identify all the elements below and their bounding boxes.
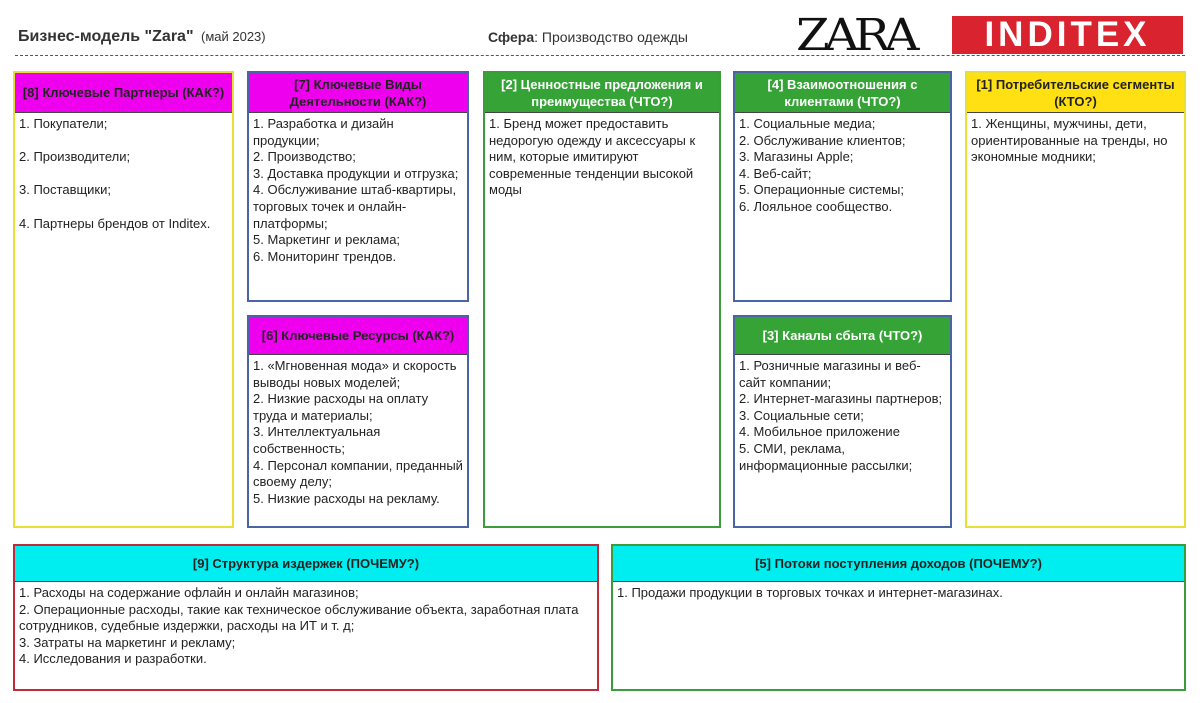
- key-activities-header: [7] Ключевые Виды Деятельности (КАК?): [249, 73, 467, 113]
- list-item: 4. Партнеры брендов от Inditex.: [19, 215, 211, 231]
- key-activities-list: [249, 113, 467, 268]
- list-item: 1. Бренд может предоставить недорогую одежду и аксессуары к ним, которые имитируют современные тенденции высокой моды: [489, 116, 696, 198]
- channels-list: [735, 355, 950, 477]
- list-item: 2. Интернет-магазины партнеров;: [739, 391, 943, 407]
- list-item: 3. Поставщики;: [19, 182, 111, 198]
- list-item: 4. Веб-сайт;: [739, 165, 812, 181]
- list-item: 4. Персонал компании, преданный своему делу;: [253, 457, 463, 490]
- list-item: 6. Мониторинг трендов.: [253, 248, 397, 264]
- list-item: 2. Производители;: [19, 149, 131, 165]
- list-item: 4. Исследования и разработки.: [19, 651, 207, 667]
- list-item: 3. Магазины Apple;: [739, 149, 854, 165]
- list-item: 4. Мобильное приложение: [739, 424, 900, 440]
- revenue-streams-header: [5] Потоки поступления доходов (ПОЧЕМУ?): [613, 546, 1184, 582]
- list-item: 1. Продажи продукции в торговых точках и интернет-магазинах.: [617, 585, 1003, 600]
- value-propositions-list: [485, 113, 719, 202]
- inditex-logo: INDITEX: [952, 16, 1183, 54]
- list-item: 1. Разработка и дизайн продукции;: [253, 116, 394, 148]
- zara-logo: ZARA: [796, 10, 914, 61]
- revenue-streams-list: [613, 582, 1184, 605]
- page-title: [18, 28, 266, 46]
- header-divider: [15, 55, 1185, 56]
- list-item: 3. Интеллектуальная собственность;: [253, 424, 381, 456]
- key-resources-header: [6] Ключевые Ресурсы (КАК?): [249, 317, 467, 355]
- revenue-streams-block: [611, 544, 1186, 691]
- list-item: 5. СМИ, реклама, информационные рассылки;: [739, 440, 913, 473]
- list-item: 1. Женщины, мужчины, дети, ориентированные на тренды, но экономные модники;: [971, 116, 1168, 165]
- title-text: Бизнес-модель "Zara": [18, 28, 194, 45]
- customer-relationships-block: [733, 71, 952, 302]
- value-propositions-header: [2] Ценностные предложения и преимущества (ЧТО?): [485, 73, 719, 113]
- sphere-value: : Производство одежды: [534, 29, 688, 45]
- value-propositions-block: [483, 71, 721, 528]
- cost-structure-list: [15, 582, 597, 671]
- list-item: 5. Маркетинг и реклама;: [253, 232, 401, 248]
- list-item: 1. Розничные магазины и веб-сайт компании;: [739, 358, 921, 390]
- list-item: 2. Обслуживание клиентов;: [739, 132, 906, 148]
- list-item: 3. Доставка продукции и отгрузка;: [253, 165, 459, 181]
- customer-segments-list: [967, 113, 1184, 169]
- list-item: 3. Затраты на маркетинг и рекламу;: [19, 634, 236, 650]
- list-item: 5. Низкие расходы на рекламу.: [253, 490, 440, 506]
- key-partners-block: [13, 71, 234, 528]
- list-item: 1. «Мгновенная мода» и скорость выводы новых моделей;: [253, 358, 457, 390]
- list-item: 2. Низкие расходы на оплату труда и материалы;: [253, 391, 429, 423]
- list-item: 2. Производство;: [253, 149, 356, 165]
- key-partners-list: [15, 113, 232, 252]
- list-item: 1. Социальные медиа;: [739, 116, 876, 131]
- key-partners-header: [8] Ключевые Партнеры (КАК?): [15, 73, 232, 113]
- list-item: 3. Социальные сети;: [739, 407, 864, 423]
- list-item: 4. Обслуживание штаб-квартиры, торговых точек и онлайн-платформы;: [253, 182, 457, 231]
- key-activities-block: [247, 71, 469, 302]
- industry-sphere: [488, 29, 688, 45]
- channels-block: [733, 315, 952, 528]
- title-date: (май 2023): [200, 29, 266, 44]
- list-item: 5. Операционные системы;: [739, 182, 904, 198]
- customer-relationships-list: [735, 113, 950, 219]
- cost-structure-block: [13, 544, 599, 691]
- list-item: 1. Покупатели;: [19, 116, 108, 131]
- key-resources-list: [249, 355, 467, 510]
- cost-structure-header: [9] Структура издержек (ПОЧЕМУ?): [15, 546, 597, 582]
- customer-segments-header: [1] Потребительские сегменты (КТО?): [967, 73, 1184, 113]
- customer-relationships-header: [4] Взаимоотношения с клиентами (ЧТО?): [735, 73, 950, 113]
- channels-header: [3] Каналы сбыта (ЧТО?): [735, 317, 950, 355]
- customer-segments-block: [965, 71, 1186, 528]
- sphere-label: Сфера: [488, 29, 535, 45]
- list-item: 2. Операционные расходы, такие как техническое обслуживание объекта, заработная плата сотрудников, судебные издержки, расходы на ИТ и т. д;: [19, 601, 579, 634]
- list-item: 6. Лояльное сообщество.: [739, 198, 893, 214]
- key-resources-block: [247, 315, 469, 528]
- list-item: 1. Расходы на содержание офлайн и онлайн магазинов;: [19, 585, 359, 600]
